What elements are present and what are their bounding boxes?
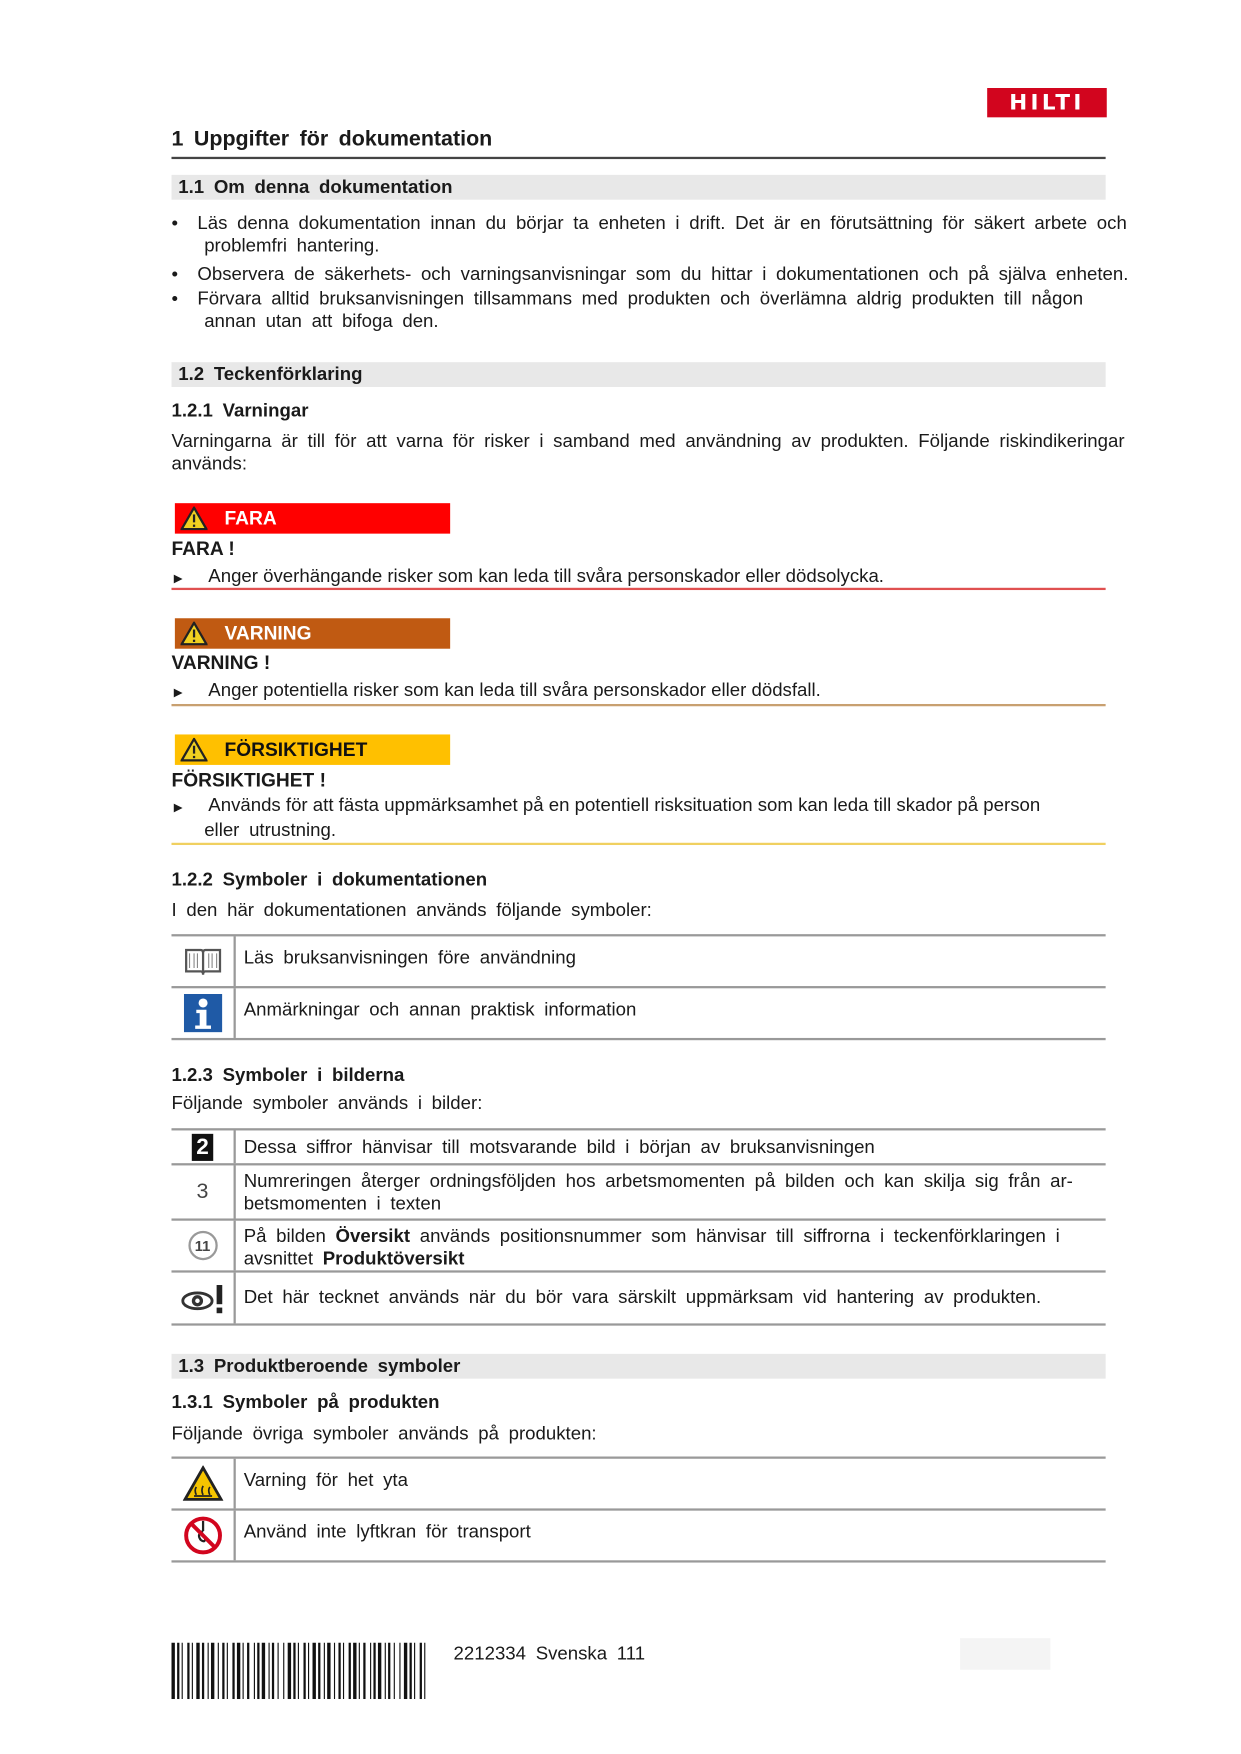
- barcode-bar: [237, 1643, 240, 1699]
- barcode-bar: [399, 1643, 400, 1699]
- barcode-bar: [202, 1643, 204, 1699]
- section-1-2-header: [171, 362, 1105, 387]
- barcode-bar: [327, 1643, 330, 1699]
- barcode-bar: [404, 1643, 407, 1699]
- barcode-bar: [334, 1643, 335, 1699]
- barcode-bar: [394, 1643, 395, 1699]
- barcode-bar: [293, 1643, 295, 1699]
- subsection-title: 1.2.3 Symboler i bilderna: [171, 1065, 405, 1086]
- table-row: [171, 986, 1105, 1040]
- table-row: [171, 1128, 1105, 1163]
- barcode: [171, 1643, 428, 1699]
- bullet: • Observera de säkerhets- och varningsanvisningar som du hittar i dokumentationen och på själva enheten.: [171, 263, 1129, 285]
- danger-description: Anger överhängande risker som kan leda till svåra personskador eller dödsolycka.: [208, 566, 884, 587]
- barcode-bar: [338, 1643, 340, 1699]
- paragraph: används:: [171, 453, 248, 474]
- barcode-bar: [278, 1643, 279, 1699]
- page-footer: 2212334 Svenska 111: [453, 1643, 646, 1665]
- warning-label-text: VARNING: [224, 622, 312, 645]
- table-row: [171, 1218, 1105, 1270]
- caution-heading: FÖRSIKTIGHET !: [171, 769, 326, 791]
- paragraph: Varningarna är till för att varna för risker i samband med användning av produkten. Följande riskindikeringar: [171, 430, 1125, 452]
- paragraph: Följande symboler används i bilder:: [171, 1093, 483, 1114]
- barcode-bar: [227, 1643, 228, 1699]
- barcode-bar: [420, 1643, 422, 1699]
- danger-label: [175, 503, 450, 533]
- table-row: [171, 1163, 1105, 1218]
- table-row: [171, 1270, 1105, 1325]
- symbol-description: Använd inte lyftkran för transport: [243, 1521, 531, 1543]
- barcode-bar: [388, 1643, 390, 1699]
- paragraph: I den här dokumentationen används följande symboler:: [171, 900, 652, 921]
- divider: [171, 843, 1105, 845]
- table-row: [171, 1508, 1105, 1562]
- barcode-bar: [182, 1643, 183, 1699]
- blank-box: [960, 1638, 1050, 1670]
- barcode-bar: [378, 1643, 381, 1699]
- warning-description: Anger potentiella risker som kan leda till svåra personskador eller dödsfall.: [208, 680, 821, 701]
- symbol-description: Varning för het yta: [243, 1470, 408, 1491]
- barcode-bar: [262, 1643, 265, 1699]
- barcode-bar: [272, 1643, 274, 1699]
- warning-heading: VARNING !: [171, 652, 271, 674]
- text: används positionsnummer som hänvisar till siffrorna i teckenförklaringen i: [410, 1226, 1060, 1247]
- bullet-text: problemfri hantering.: [204, 235, 380, 257]
- barcode-bar: [177, 1643, 179, 1699]
- barcode-bar: [171, 1643, 174, 1699]
- caution-label: [175, 734, 450, 764]
- barcode-bar: [343, 1643, 344, 1699]
- text: avsnittet: [243, 1248, 323, 1270]
- table-row: [171, 934, 1105, 986]
- warning-label: [175, 618, 450, 648]
- barcode-bar: [303, 1643, 305, 1699]
- info-icon: [171, 988, 235, 1038]
- caution-text: ▶ Används för att fästa uppmärksamhet på en potentiell risksituation som kan leda till skador på person: [173, 795, 1041, 816]
- product-symbol-table: [171, 1457, 1105, 1563]
- subsection-title: 1.2.2 Symboler i dokumentationen: [171, 869, 488, 891]
- barcode-bar: [318, 1643, 320, 1699]
- text: På bilden: [243, 1226, 336, 1247]
- barcode-bar: [349, 1643, 351, 1699]
- subsection-title: 1.2.1 Varningar: [171, 400, 309, 421]
- divider: [171, 704, 1105, 706]
- subsection-title: 1.3.1 Symboler på produkten: [171, 1392, 440, 1413]
- danger-heading: FARA !: [171, 538, 235, 560]
- symbol-description: [244, 1221, 1106, 1271]
- barcode-bar: [232, 1643, 234, 1699]
- warning-triangle-icon: [181, 622, 208, 646]
- bullet: • Förvara alltid bruksanvisningen tillsammans med produkten och överlämna aldrig produkten till någon: [171, 288, 1084, 310]
- barcode-bar: [308, 1643, 309, 1699]
- eye-icon: [171, 1273, 235, 1324]
- step-number-icon: [171, 1165, 235, 1218]
- symbol-description: [244, 1165, 1106, 1215]
- divider: [171, 157, 1105, 159]
- barcode-bar: [247, 1643, 249, 1699]
- bold-term: Översikt: [335, 1226, 411, 1247]
- barcode-bar: [211, 1643, 214, 1699]
- figure-number: 2: [192, 1133, 214, 1160]
- paragraph: Följande övriga symboler används på produkten:: [171, 1423, 597, 1445]
- bold-term: Produktöversikt: [322, 1248, 465, 1270]
- barcode-bar: [257, 1643, 259, 1699]
- hot-surface-icon: [171, 1459, 235, 1509]
- line: Numreringen återger ordningsföljden hos arbetsmomenten på bilden och kan skilja sig från ar-: [243, 1171, 1073, 1192]
- position-number-icon: [171, 1221, 235, 1271]
- barcode-bar: [370, 1643, 371, 1699]
- caution-label-text: FÖRSIKTIGHET: [224, 738, 368, 761]
- section-title: 1.3 Produktberoende symboler: [178, 1356, 461, 1377]
- bullet: • Läs denna dokumentation innan du börjar ta enheten i drift. Det är en förutsättning för säkert arbete och: [171, 213, 1127, 234]
- hilti-logo: HILTI: [987, 88, 1107, 117]
- warning-triangle-icon: [181, 738, 208, 762]
- section-title: 1.2 Teckenförklaring: [178, 364, 363, 385]
- page-title: 1 Uppgifter för dokumentation: [171, 127, 493, 152]
- line: betsmomenten i texten: [243, 1193, 442, 1214]
- caution-description: Används för att fästa uppmärksamhet på en potentiell risksituation som kan leda till skador på person: [208, 795, 1041, 816]
- warning-triangle-icon: [181, 507, 208, 531]
- bullet-text: Förvara alltid bruksanvisningen tillsammans med produkten och överlämna aldrig produkten till någon: [197, 288, 1084, 310]
- barcode-bar: [269, 1643, 270, 1699]
- divider: [171, 588, 1105, 590]
- position-number: 11: [188, 1231, 217, 1260]
- barcode-bar: [243, 1643, 244, 1699]
- barcode-bar: [373, 1643, 375, 1699]
- barcode-bar: [208, 1643, 209, 1699]
- barcode-bar: [222, 1643, 224, 1699]
- barcode-bar: [414, 1643, 415, 1699]
- barcode-bar: [385, 1643, 386, 1699]
- figure-number-icon: [171, 1130, 235, 1163]
- figure-symbol-table: [171, 1128, 1105, 1325]
- bullet-text: annan utan att bifoga den.: [204, 311, 439, 332]
- barcode-bar: [192, 1643, 193, 1699]
- barcode-bar: [298, 1643, 299, 1699]
- danger-label-text: FARA: [224, 507, 277, 530]
- symbol-description: Läs bruksanvisningen före användning: [243, 947, 576, 968]
- step-number: 3: [196, 1179, 209, 1204]
- danger-text: ▶ Anger överhängande risker som kan leda till svåra personskador eller dödsolycka.: [173, 566, 884, 587]
- section-1-1-header: [171, 175, 1105, 200]
- table-row: [171, 1457, 1105, 1509]
- barcode-bar: [187, 1643, 189, 1699]
- barcode-bar: [288, 1643, 291, 1699]
- barcode-bar: [363, 1643, 365, 1699]
- barcode-bar: [283, 1643, 284, 1699]
- barcode-bar: [218, 1643, 219, 1699]
- bullet-text: Läs denna dokumentation innan du börjar ta enheten i drift. Det är en förutsättning för säkert arbete och: [197, 213, 1127, 234]
- bullet-text: Observera de säkerhets- och varningsanvisningar som du hittar i dokumentationen och på själva enheten.: [197, 263, 1129, 285]
- barcode-bar: [313, 1643, 316, 1699]
- warning-text: ▶ Anger potentiella risker som kan leda till svåra personskador eller dödsfall.: [173, 680, 821, 701]
- barcode-bar: [424, 1643, 425, 1699]
- barcode-bar: [196, 1643, 199, 1699]
- section-title: 1.1 Om denna dokumentation: [178, 177, 453, 198]
- caution-description: eller utrustning.: [204, 820, 336, 841]
- barcode-bar: [410, 1643, 412, 1699]
- no-crane-icon: [171, 1511, 235, 1561]
- symbol-description: Dessa siffror hänvisar till motsvarande bild i början av bruksanvisningen: [243, 1137, 875, 1158]
- barcode-bar: [324, 1643, 325, 1699]
- book-icon: [171, 936, 235, 986]
- barcode-bar: [359, 1643, 360, 1699]
- symbol-description: Anmärkningar och annan praktisk information: [243, 999, 637, 1020]
- section-1-3-header: [171, 1354, 1105, 1379]
- barcode-bar: [254, 1643, 255, 1699]
- barcode-bar: [353, 1643, 356, 1699]
- symbol-table: [171, 934, 1105, 1040]
- symbol-description: Det här tecknet används när du bör vara särskilt uppmärksam vid hantering av produkten.: [243, 1287, 1042, 1308]
